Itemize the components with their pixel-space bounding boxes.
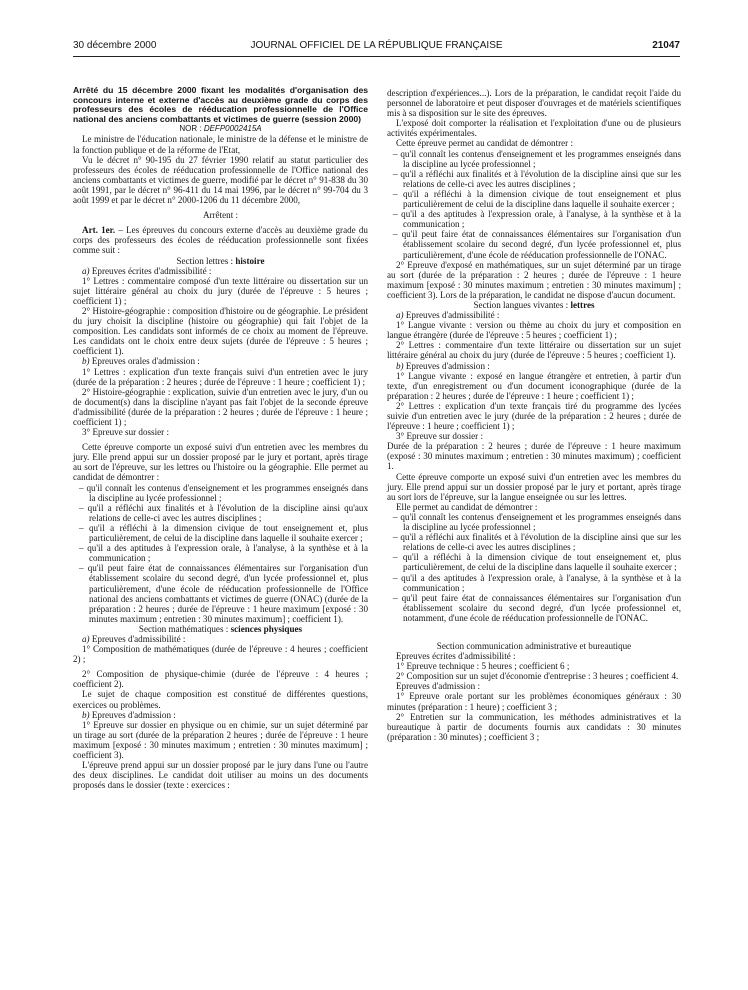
paragraph: Le ministre de l'éducation nationale, le ministre de la défense et le ministre de la fonction publique et de la réforme de l'Etat, [73, 134, 368, 155]
paragraph: 2° Histoire-géographie : explication, suivie d'un entretien avec le jury, d'un ou de document(s) dans la discipline n'ayant pas fait l'objet de la seconde épreuve d'admissibilité (durée de la préparation : 2 heures ; durée de l'épreuve : 1 heure ; coefficient 1) ; [73, 386, 368, 427]
article-1-label: Art. 1er. [82, 225, 116, 236]
paragraph: Cette épreuve permet au candidat de démontrer : [396, 138, 573, 149]
left-column [73, 86, 368, 790]
paragraph: L'exposé doit comporter la réalisation et l'exploitation d'une ou de plusieurs activités expérimentales. [387, 118, 681, 139]
subheading [73, 634, 368, 644]
criteria-list [73, 483, 368, 624]
subheading [73, 710, 368, 720]
paragraph: 1° Composition de mathématiques (durée de l'épreuve : 4 heures ; coefficient 2) ; [73, 644, 368, 665]
paragraph: 1° Epreuve orale portant sur les problèmes économiques généraux : 30 minutes (préparation : 1 heure) ; coefficient 3 ; [387, 691, 681, 712]
list-item: – qu'il peut faire état de connaissances élémentaires sur l'organisation d'un établissement scolaire du second degré, d'un lycée professionnel et, notamment, d'une école de rééducation professionnelle de l'ONAC. [393, 592, 681, 623]
subheading-text: Epreuves d'admissibilité : [403, 310, 500, 321]
list-item: – qu'il a réfléchi aux finalités et à l'évolution de la discipline ainsi que sur les relations de celle-ci avec les autres disciplines ; [393, 532, 681, 553]
paragraph: 1° Langue vivante : exposé en langue étrangère et entretien, à partir d'un texte, d'un enregistrement ou d'un document iconographique (durée de la préparation : 2 heures ; durée de l'épreuve : 1 heure ; coefficient 1) ; [387, 370, 681, 401]
section-heading-langues-vivantes [387, 300, 681, 310]
paragraph: Le sujet de chaque composition est constitué de différentes questions, exercices ou problèmes. [73, 689, 368, 710]
article-1 [73, 225, 368, 255]
paragraph: 1° Lettres : explication d'un texte français suivi d'un entretien avec le jury (durée de la préparation : 2 heures ; durée de l'épreuve : 1 heure ; coefficient 1) ; [73, 366, 368, 387]
paragraph: 3° Epreuve sur dossier : [396, 431, 483, 442]
paragraph: 2° Entretien sur la communication, les méthodes administratives et la bureautique à partir de documents fournis aux candidats : 30 minutes (préparation : 30 minutes) ; coefficient 3 ; [387, 711, 681, 742]
paragraph: L'épreuve prend appui sur un dossier proposé par le jury dans l'une ou l'autre des deux disciplines. Le candidat doit utiliser au moins un des documents proposés dans le dossier (texte : exercices : [73, 760, 368, 791]
subheading-text: Epreuves d'admission : [403, 360, 490, 371]
list-item: – qu'il peut faire état de connaissances élémentaires sur l'organisation d'un établissement scolaire du second degré, d'un lycée professionnel et, plus particulièrement, d'une école de rééducation professionnelle de l'Office national des anciens combattants et victimes de guerre (ONAC) (durée de la préparation : 2 heures ; durée de l'épreuve : 1 heure maximum [exposé : 30 minutes maximum ; entretien : 30 minutes maximum] ; coefficient 1). [79, 563, 368, 624]
issue-date: 30 décembre 2000 [73, 40, 157, 51]
section-heading-lettres-histoire [73, 256, 368, 266]
letter: b) [396, 360, 404, 371]
paragraph: 2° Lettres : commentaire d'un texte littéraire ou dissertation sur un sujet littéraire général au choix du jury (durée de l'épreuve : 5 heures ; coefficient 1). [387, 340, 681, 361]
subheading [387, 310, 681, 320]
letter: b) [82, 709, 90, 720]
list-item: – qu'il a des aptitudes à l'expression orale, à l'analyse, à la synthèse et à la communication ; [393, 572, 681, 593]
subheading [73, 356, 368, 366]
subheading-text: Epreuves écrites d'admissibilité : [89, 265, 212, 276]
paragraph: 1° Epreuve technique : 5 heures ; coefficient 6 ; [396, 661, 570, 672]
paragraph: 2° Histoire-géographie : composition d'histoire ou de géographie. Le président du jury choisit la discipline (histoire ou géographie) qui fait l'objet de la composition. Les candidats sont informés de ce choix au moment de l'épreuve. Les candidats ont le choix entre deux sujets (durée de l'épreuve : 5 heures ; coefficient 1). [73, 305, 368, 357]
letter: b) [82, 356, 90, 367]
list-item: – qu'il a réfléchi à la dimension civique de tout enseignement et, plus particulièrement, de celui de la discipline dans laquelle il souhaite exercer ; [393, 552, 681, 573]
list-item: – qu'il a réfléchi à la dimension civique de tout enseignement et, plus particulièrement, de celui de la discipline dans laquelle il souhaite exercer ; [79, 522, 368, 544]
right-column [387, 88, 681, 742]
list-item: – qu'il a des aptitudes à l'expression orale, à l'analyse, à la synthèse et à la communication ; [393, 209, 681, 230]
section-prefix: Section langues vivantes : [473, 299, 571, 310]
list-item: – qu'il a des aptitudes à l'expression orale, à l'analyse, à la synthèse et à la communication ; [79, 543, 368, 564]
decree-title: Arrêté du 15 décembre 2000 fixant les modalités d'organisation des concours interne et externe d'accès au deuxième grade du corps des professeurs des écoles de rééducation professionnelle de l'Office national des anciens combattants et victimes de guerre (session 2000) [73, 85, 368, 124]
paragraph: Cette épreuve comporte un exposé suivi d'un entretien avec les membres du jury. Elle prend appui sur un dossier proposé par le jury et portant, après tirage au sort de l'épreuve, sur les lettres ou l'histoire ou la géographie. Elle permet au candidat de démontrer : [73, 442, 368, 483]
letter: a) [82, 265, 90, 276]
arretent: Arrêtent : [202, 210, 239, 221]
list-item: – qu'il connaît les contenus d'enseignement et les programmes enseignés dans la discipline au lycée professionnel ; [79, 482, 368, 503]
paragraph: Vu le décret n° 90-195 du 27 février 1990 relatif au statut particulier des professeurs des écoles de rééducation professionnelle de l'Office national des anciens combattants et victimes de guerre, modifié par le décret n° 91-838 du 30 août 1991, par le décret n° 96-411 du 14 mai 1996, par le décret n° 99-704 du 3 août 1999 et par le décret n° 2000-1206 du 11 décembre 2000, [73, 154, 368, 206]
paragraph: 2° Lettres : explication d'un texte français tiré du programme des lycées suivie d'un entretien avec le jury (durée de la préparation : 2 heures ; durée de l'épreuve : 1 heure ; coefficient 1) ; [387, 400, 681, 432]
section-heading-mathematiques [73, 624, 368, 634]
page-header [73, 40, 680, 54]
paragraph: 2° Epreuve d'exposé en mathématiques, sur un sujet déterminé par un tirage au sort (durée de la préparation : 2 heures ; durée de l'épreuve : 1 heure maximum [exposé : 30 minutes maximum ; entretien : 30 minutes maximum] ; coefficient 3). Lors de la préparation, le candidat ne dispose d'aucun document. [387, 259, 681, 300]
paragraph: 1° Epreuve sur dossier en physique ou en chimie, sur un sujet déterminé par un tirage au sort (durée de la préparation 2 heures ; durée de l'épreuve : 1 heure maximum [exposé : 30 minutes maximum ; entretien : 30 minutes maximum] ; coefficient 3). [73, 719, 368, 760]
section-name: sciences physiques [230, 623, 303, 634]
subheading [387, 361, 681, 371]
paragraph: 1° Langue vivante : version ou thème au choix du jury et composition en langue étrangère (durée de l'épreuve : 5 heures ; coefficient 1) ; [387, 320, 681, 341]
header-rule [73, 56, 680, 57]
subheading-text: Epreuves d'admissibilité : [89, 633, 186, 644]
nor-label: NOR : [179, 124, 202, 134]
nor-code: DEFP0002415A [203, 124, 262, 134]
list-item: – qu'il connaît les contenus d'enseignement et les programmes enseignés dans la discipline au lycée professionnel ; [393, 511, 681, 533]
paragraph: 3° Epreuve sur dossier : [82, 427, 169, 438]
subheading: Epreuves écrites d'admissibilité : [396, 651, 516, 662]
subheading-text: Epreuves d'admission : [89, 709, 176, 720]
journal-title: JOURNAL OFFICIEL DE LA RÉPUBLIQUE FRANÇAISE [250, 40, 503, 51]
list-item: – qu'il a réfléchi à la dimension civique de tout enseignement et plus particulièrement de celui de la discipline dans laquelle il souhaite exercer ; [393, 188, 681, 210]
section-prefix: Section lettres : [176, 255, 236, 266]
paragraph: Durée de la préparation : 2 heures ; durée de l'épreuve : 1 heure maximum (exposé : 30 minutes maximum ; entretien : 30 minutes maximum) ; coefficient 1. [387, 441, 681, 472]
paragraph: 2° Composition de physique-chimie (durée de l'épreuve : 4 heures ; coefficient 2). [73, 669, 368, 690]
section-name: histoire [235, 255, 265, 266]
paragraph: 1° Lettres : commentaire composé d'un texte littéraire ou dissertation sur un sujet littéraire général au choix du jury (durée de l'épreuve : 5 heures ; coefficient 1) ; [73, 275, 368, 306]
paragraph: Elle permet au candidat de démontrer : [396, 501, 538, 512]
letter: a) [396, 310, 404, 321]
nor-reference [73, 124, 368, 134]
section-heading-communication: Section communication administrative et bureautique [436, 640, 632, 651]
list-item: – qu'il connaît les contenus d'enseignement et les programmes enseignés dans la discipline au lycée professionnel ; [393, 148, 681, 169]
section-name: lettres [570, 299, 595, 310]
list-item: – qu'il peut faire état de connaissances élémentaires sur l'organisation d'un établissement scolaire du second degré, d'un lycée professionnel et, plus particulièrement, d'une école de rééducation professionnelle de l'ONAC. [393, 229, 681, 260]
article-1-text: – Les épreuves du concours externe d'accès au deuxième grade du corps des professeurs des écoles de rééducation professionnelle sont fixées comme suit : [73, 225, 368, 256]
subheading [73, 266, 368, 276]
page-number: 21047 [652, 40, 680, 51]
subheading-text: Epreuves orales d'admission : [89, 356, 200, 367]
criteria-list [387, 512, 681, 623]
criteria-list [387, 149, 681, 260]
paragraph: Cette épreuve comporte un exposé suivi d'un entretien avec les membres du jury. Elle prend appui sur un dossier proposé par le jury et portant, après tirage au sort lors de l'épreuve, sur la langue enseignée ou sur les lettres. [387, 471, 681, 502]
list-item: – qu'il a réfléchi aux finalités et à l'évolution de la discipline ainsi que sur les relations de celle-ci avec les autres disciplines ; [393, 168, 681, 189]
letter: a) [82, 633, 90, 644]
paragraph: description d'expériences...). Lors de la préparation, le candidat reçoit l'aide du personnel de laboratoire et peut disposer d'ouvrages et de matériels scientifiques mis à sa disposition sur le site des épreuves. [387, 88, 681, 119]
subheading: Epreuves d'admission : [396, 681, 480, 692]
list-item: – qu'il a réfléchi aux finalités et à l'évolution de la discipline ainsi qu'aux relations de celle-ci avec les autres disciplines ; [79, 502, 368, 523]
paragraph: 2° Composition sur un sujet d'économie d'entreprise : 3 heures ; coefficient 4. [396, 671, 679, 682]
section-prefix: Section mathématiques : [138, 623, 231, 634]
